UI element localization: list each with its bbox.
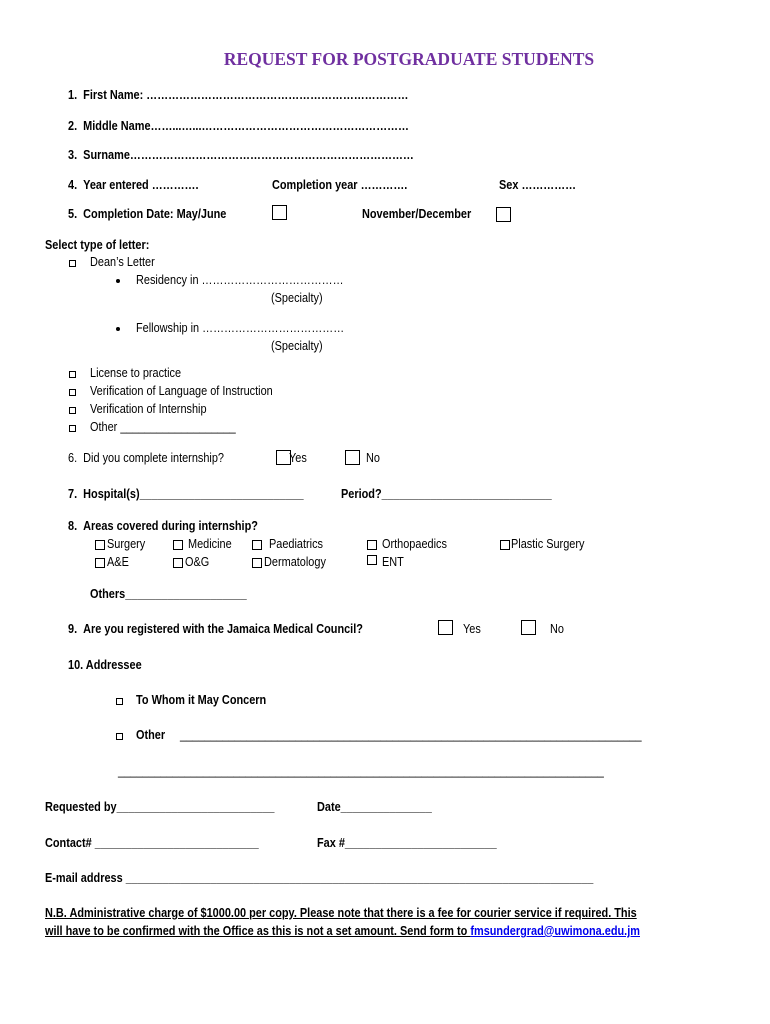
other-letter-field[interactable]: Other ___________________	[90, 419, 236, 434]
bullet-icon	[116, 279, 120, 283]
other-areas-field[interactable]: Others____________________	[90, 586, 247, 601]
og-checkbox[interactable]	[173, 558, 183, 568]
addressee-extra-line[interactable]: ________________________________________________________________________________	[118, 763, 604, 778]
deans-letter-checkbox[interactable]	[69, 260, 76, 267]
og-label: O&G	[185, 554, 210, 569]
other-letter-checkbox[interactable]	[69, 425, 76, 432]
bullet-icon	[116, 327, 120, 331]
paediatrics-checkbox[interactable]	[252, 540, 262, 550]
residency-field[interactable]: Residency in …………………………………	[136, 272, 344, 287]
year-entered-field[interactable]: 4. Year entered ………….	[68, 177, 199, 192]
medical-council-question: 9. Are you registered with the Jamaica Medical Council?	[68, 621, 363, 636]
fax-field[interactable]: Fax #_________________________	[317, 835, 497, 850]
deans-letter-label: Dean’s Letter	[90, 254, 155, 269]
paediatrics-label: Paediatrics	[269, 536, 324, 551]
license-label: License to practice	[90, 365, 182, 380]
other-addressee-field[interactable]: ____________________________________________________________________________	[180, 727, 642, 742]
dermatology-checkbox[interactable]	[252, 558, 262, 568]
middle-name-field[interactable]: 2. Middle Name……...…...…………………………………………………	[68, 118, 409, 133]
first-name-field[interactable]: 1. First Name: ………………………………………………………………	[68, 87, 409, 102]
medicine-checkbox[interactable]	[173, 540, 183, 550]
internship-no-label: No	[366, 450, 380, 465]
form-title: REQUEST FOR POSTGRADUATE STUDENTS	[223, 49, 595, 69]
orthopaedics-label: Orthopaedics	[382, 536, 447, 551]
internship-question: 6. Did you complete internship?	[68, 450, 225, 465]
nb-note-line2	[45, 924, 640, 937]
fellowship-specialty-label: (Specialty)	[271, 338, 323, 353]
residency-specialty-label: (Specialty)	[271, 290, 323, 305]
ent-checkbox[interactable]	[367, 555, 377, 565]
surname-field[interactable]: 3. Surname……………………………………………………………………	[68, 147, 414, 162]
council-yes-checkbox[interactable]	[438, 620, 453, 635]
to-whom-label: To Whom it May Concern	[136, 692, 267, 707]
council-yes-label: Yes	[463, 621, 481, 636]
dermatology-label: Dermatology	[264, 554, 326, 569]
nb-note-text: will have to be confirmed with the Office as this is not a set amount. Send form to	[45, 923, 471, 938]
language-label: Verification of Language of Instruction	[90, 383, 273, 398]
hospital-field[interactable]: 7. Hospital(s)___________________________	[68, 486, 304, 501]
period-field[interactable]: Period?____________________________	[341, 486, 552, 501]
date-field[interactable]: Date_______________	[317, 799, 432, 814]
language-checkbox[interactable]	[69, 389, 76, 396]
other-addressee-label: Other	[136, 727, 166, 742]
nov-dec-checkbox[interactable]	[496, 207, 511, 222]
council-no-checkbox[interactable]	[521, 620, 536, 635]
surgery-label: Surgery	[107, 536, 146, 551]
ae-label: A&E	[107, 554, 129, 569]
nb-note-line1: N.B. Administrative charge of $1000.00 per copy. Please note that there is a fee for courier service if required. This	[45, 905, 637, 920]
areas-question: 8. Areas covered during internship?	[68, 518, 258, 533]
orthopaedics-checkbox[interactable]	[367, 540, 377, 550]
internship-verification-checkbox[interactable]	[69, 407, 76, 414]
letter-type-heading: Select type of letter:	[45, 237, 150, 252]
addressee-heading: 10. Addressee	[68, 657, 142, 672]
may-june-checkbox[interactable]	[272, 205, 287, 220]
nov-dec-label: November/December	[362, 206, 472, 221]
completion-date-label: 5. Completion Date: May/June	[68, 206, 227, 221]
medicine-label: Medicine	[188, 536, 232, 551]
completion-year-field[interactable]: Completion year ………….	[272, 177, 408, 192]
surgery-checkbox[interactable]	[95, 540, 105, 550]
email-address-field[interactable]: E-mail address _____________________________________________________________________________	[45, 870, 594, 885]
requested-by-field[interactable]: Requested by__________________________	[45, 799, 275, 814]
internship-verification-label: Verification of Internship	[90, 401, 207, 416]
internship-yes-label: Yes	[289, 450, 307, 465]
sex-field[interactable]: Sex ……………	[499, 177, 577, 192]
internship-no-checkbox[interactable]	[345, 450, 360, 465]
plastic-surgery-checkbox[interactable]	[500, 540, 510, 550]
ae-checkbox[interactable]	[95, 558, 105, 568]
fellowship-field[interactable]: Fellowship in …………………………………	[136, 320, 345, 335]
email-link[interactable]: fmsundergrad@uwimona.edu.jm	[470, 923, 640, 938]
ent-label: ENT	[382, 554, 404, 569]
contact-field[interactable]: Contact# ___________________________	[45, 835, 259, 850]
council-no-label: No	[550, 621, 564, 636]
plastic-surgery-label: Plastic Surgery	[511, 536, 585, 551]
other-addressee-checkbox[interactable]	[116, 733, 123, 740]
license-checkbox[interactable]	[69, 371, 76, 378]
to-whom-checkbox[interactable]	[116, 698, 123, 705]
